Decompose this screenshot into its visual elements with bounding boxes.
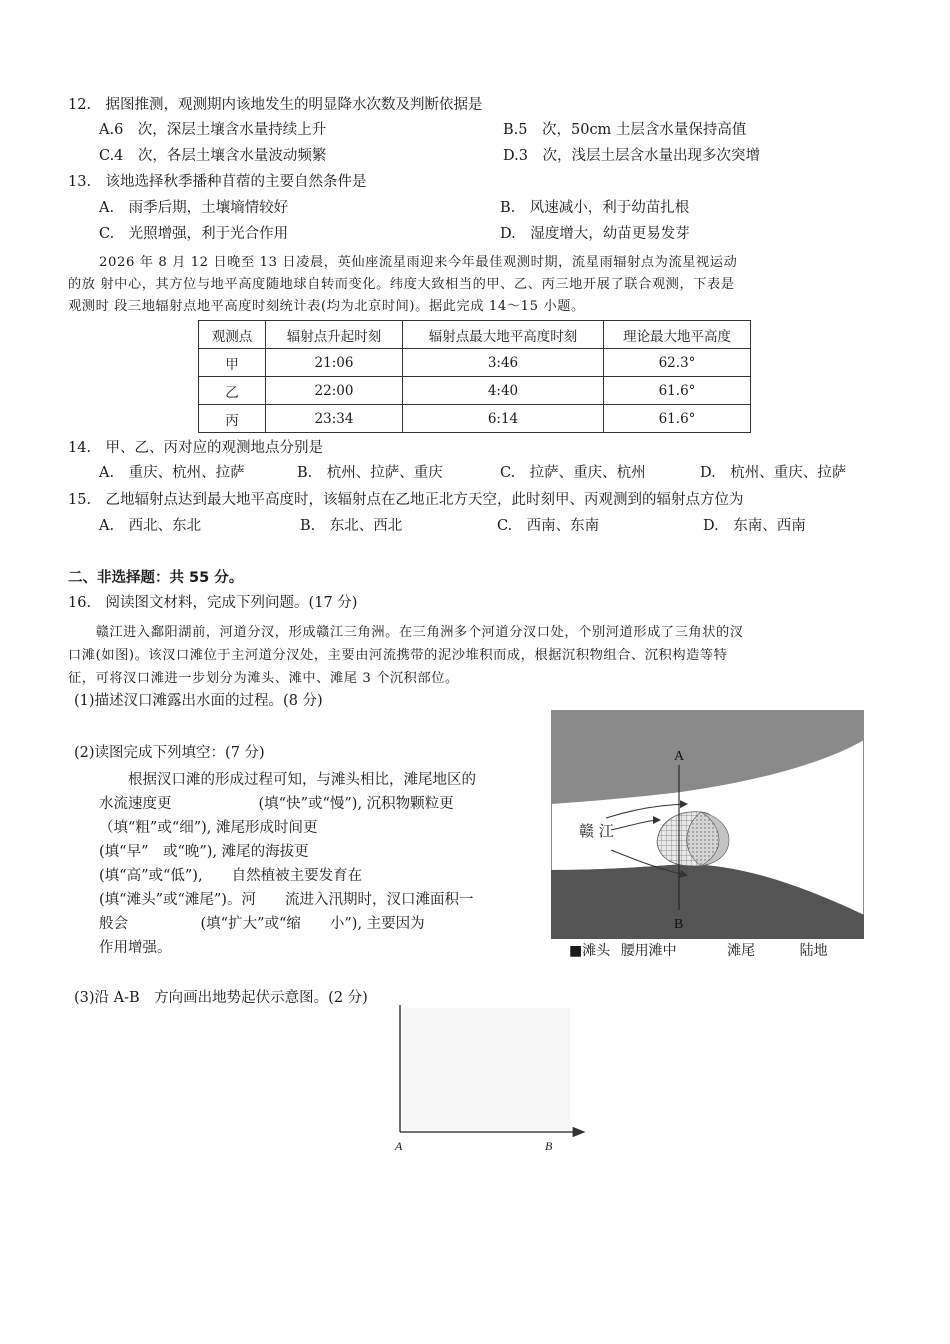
table-cell: 61.6° <box>604 405 751 433</box>
table-header: 理论最大地平高度 <box>604 321 751 349</box>
legend-item: ■滩头 <box>569 943 611 959</box>
q13-option-b: B. 风速减小，利于幼苗扎根 <box>500 200 690 216</box>
q14-option-a: A. 重庆、杭州、拉萨 <box>99 465 245 481</box>
q12-option-d: D.3 次，浅层土层含水量出现多次突增 <box>503 148 760 164</box>
label-b: B <box>674 917 684 932</box>
fill-line: (填“滩头”或“滩尾”)。河 流进入汛期时，汊口滩面积一 <box>99 892 474 908</box>
passage-line: 征，可将汊口滩进一步划分为滩头、滩中、滩尾 3 个沉积部位。 <box>68 671 459 686</box>
passage-line: 观测时 段三地辐射点地平高度时刻统计表(均为北京时间)。据此完成 14～15 小题。 <box>68 299 585 314</box>
table-header: 观测点 <box>199 321 266 349</box>
figure-legend <box>569 940 828 960</box>
river-label: 赣 江 <box>579 822 614 840</box>
fill-line: 般会 (填“扩大”或“缩 小”), 主要因为 <box>99 916 425 932</box>
table-header: 辐射点最大地平高度时刻 <box>403 321 604 349</box>
q16-sub1: (1)描述汊口滩露出水面的过程。(8 分) <box>74 693 323 709</box>
fill-line: (填“早” 或“晚”), 滩尾的海拔更 <box>99 844 309 860</box>
table-row <box>199 405 751 433</box>
table-cell: 62.3° <box>604 349 751 377</box>
q13-option-a: A. 雨季后期，土壤墒情较好 <box>99 200 289 216</box>
table-cell: 3:46 <box>403 349 604 377</box>
q15-option-a: A. 西北、东北 <box>99 518 202 534</box>
table-cell: 61.6° <box>604 377 751 405</box>
q12-option-a: A.6 次，深层土壤含水量持续上升 <box>99 122 327 138</box>
q15-option-b: B. 东北、西北 <box>300 518 403 534</box>
legend-item: 陆地 <box>799 943 828 959</box>
passage-line: 的放 射中心，其方位与地平高度随地球自转而变化。纬度大致相当的甲、乙、丙三地开展了联合观测，下表是 <box>68 277 735 292</box>
q14-option-c: C. 拉萨、重庆、杭州 <box>500 465 646 481</box>
q16-sub3: (3)沿 A-B 方向画出地势起伏示意图。(2 分) <box>74 990 368 1006</box>
q16-stem: 16. 阅读图文材料，完成下列问题。(17 分) <box>68 595 358 611</box>
fill-line: 作用增强。 <box>99 940 172 956</box>
q13-option-c: C. 光照增强，利于光合作用 <box>99 226 289 242</box>
table-cell: 22:00 <box>266 377 403 405</box>
table-header: 辐射点升起时刻 <box>266 321 403 349</box>
observation-table <box>198 320 751 433</box>
q13-stem: 13. 该地选择秋季播种苜蓿的主要自然条件是 <box>68 174 367 190</box>
table-cell: 4:40 <box>403 377 604 405</box>
passage-line: 2026 年 8 月 12 日晚至 13 日凌晨，英仙座流星雨迎来今年最佳观测时期，流星雨辐射点为流星视运动 <box>99 255 738 270</box>
axis-label-a: A <box>395 1139 403 1153</box>
q16-sub2: (2)读图完成下列填空：(7 分) <box>74 745 265 761</box>
fill-line: 水流速度更 (填“快”或“慢”), 沉积物颗粒更 <box>99 796 454 812</box>
table-row <box>199 377 751 405</box>
q12-option-b: B.5 次，50cm 土层含水量保持高值 <box>503 122 747 138</box>
axis-label-b: B <box>545 1139 553 1153</box>
q15-option-c: C. 西南、东南 <box>497 518 600 534</box>
q13-option-d: D. 湿度增大，幼苗更易发芽 <box>500 226 690 242</box>
table-cell: 甲 <box>199 349 266 377</box>
passage-line: 口滩(如图)。该汊口滩位于主河道分汊处，主要由河流携带的泥沙堆积而成，根据沉积物组合、沉积构造等特 <box>68 648 728 663</box>
q12-option-c: C.4 次，各层土壤含水量波动频繁 <box>99 148 327 164</box>
fill-line: (填“高”或“低”), 自然植被主要发育在 <box>99 868 363 884</box>
legend-item: 滩尾 <box>727 943 756 959</box>
table-cell: 乙 <box>199 377 266 405</box>
q14-option-d: D. 杭州、重庆、拉萨 <box>700 465 847 481</box>
delta-map-figure <box>551 710 864 939</box>
profile-axes <box>355 1000 595 1160</box>
passage-line: 赣江进入鄱阳湖前，河道分汊，形成赣江三角洲。在三角洲多个河道分汊口处，个别河道形成了三角状的汊 <box>68 625 744 640</box>
q14-stem: 14. 甲、乙、丙对应的观测地点分别是 <box>68 440 324 456</box>
q15-stem: 15. 乙地辐射点达到最大地平高度时，该辐射点在乙地正北方天空，此时刻甲、丙观测到的辐射点方位为 <box>68 492 744 508</box>
q14-option-b: B. 杭州、拉萨、重庆 <box>297 465 443 481</box>
section-heading: 二、非选择题：共 55 分。 <box>68 570 244 586</box>
q12-stem: 12. 据图推测，观测期内该地发生的明显降水次数及判断依据是 <box>68 97 483 113</box>
fill-line: （填“粗”或“细”), 滩尾形成时间更 <box>99 820 318 836</box>
label-a: A <box>674 749 685 764</box>
table-row <box>199 349 751 377</box>
legend-item: 腰用滩中 <box>620 943 677 959</box>
table-cell: 21:06 <box>266 349 403 377</box>
table-cell: 丙 <box>199 405 266 433</box>
table-header-row <box>199 321 751 349</box>
table-cell: 6:14 <box>403 405 604 433</box>
q15-option-d: D. 东南、西南 <box>703 518 806 534</box>
fill-line: 根据汊口滩的形成过程可知，与滩头相比，滩尾地区的 <box>99 772 476 788</box>
table-cell: 23:34 <box>266 405 403 433</box>
